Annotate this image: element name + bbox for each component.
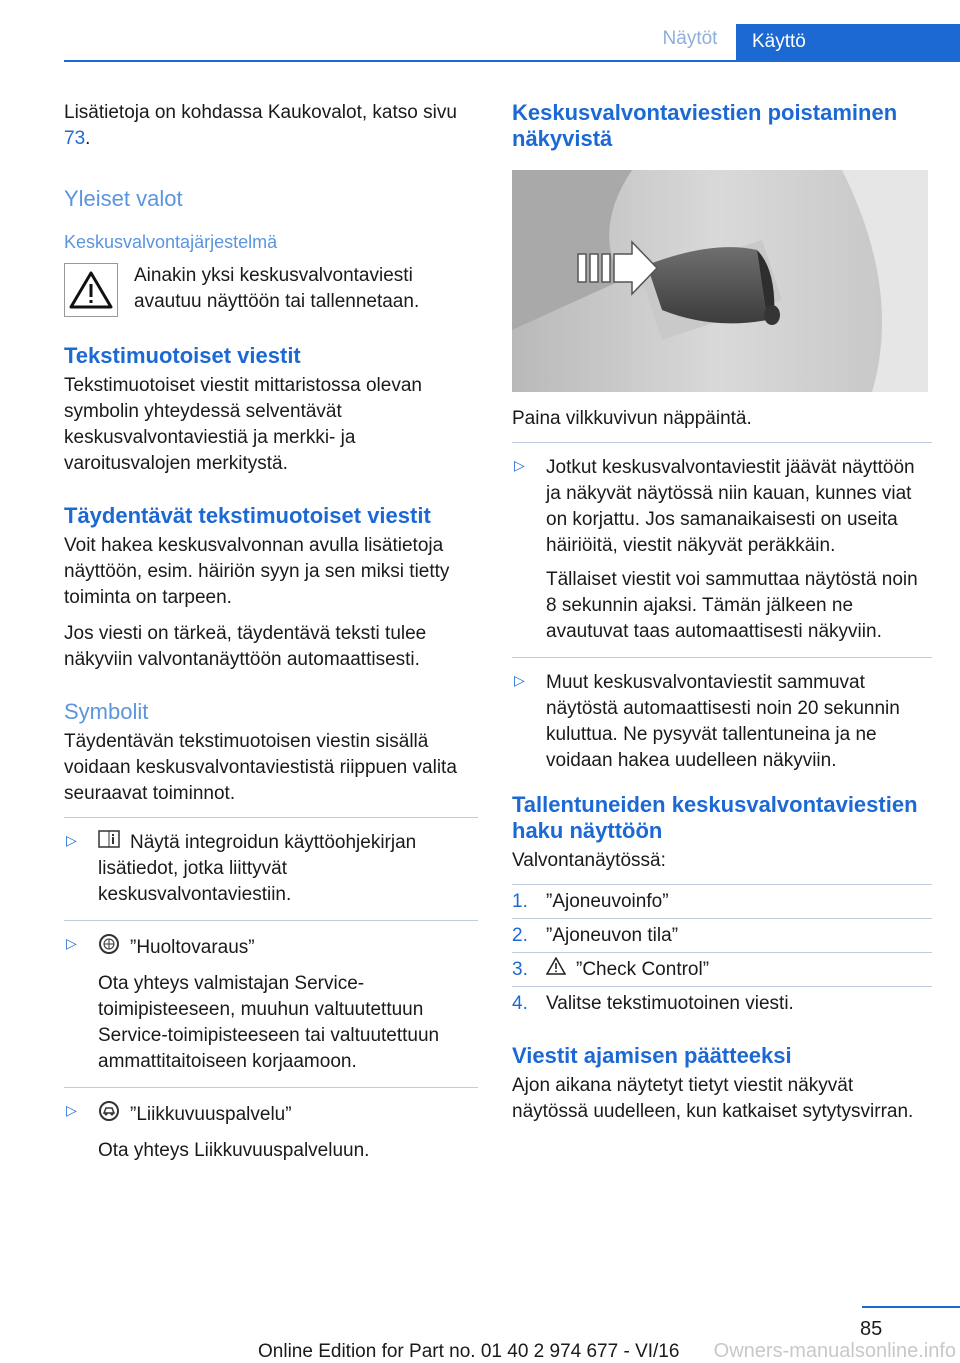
list-item: 1. ”Ajoneuvoinfo” xyxy=(512,884,932,915)
heading-check-control: Keskusvalvontajärjestelmä xyxy=(64,232,278,252)
tab-kaytto[interactable]: Käyttö xyxy=(736,24,960,60)
left-column xyxy=(64,100,478,1176)
footer-rule xyxy=(862,1306,960,1308)
edition-text: Online Edition for Part no. 01 40 2 974 677 - VI/16 xyxy=(258,1341,680,1362)
list-item: ▷ Näytä integroidun käyttöohjekirjan lisätiedot, jotka liittyvät keskusvalvontaviestiin. xyxy=(64,817,478,908)
heading-supplementary: Täydentävät tekstimuotoiset viestit xyxy=(64,503,431,528)
bullet-triangle-icon: ▷ xyxy=(66,1102,77,1119)
warning-triangle-icon xyxy=(64,263,118,317)
list-item: ▷ ”Liikkuvuuspalvelu” Ota yhteys Liikkuvuuspalveluun. xyxy=(64,1087,478,1164)
header-rule xyxy=(64,60,960,62)
heading-hide-messages: Keskusvalvontaviestien poistaminen näkyvistä xyxy=(512,100,898,151)
intro-paragraph: Lisätietoja on kohdassa Kaukovalot, katso sivu 73. xyxy=(64,102,457,149)
page-number: 85 xyxy=(860,1318,883,1340)
list-item: 4. Valitse tekstimuotoinen viesti. xyxy=(512,986,932,1017)
symbols-paragraph: Täydentävän tekstimuotoisen viestin sisällä voidaan keskusvalvontaviestistä riippuen valita seuraavat toiminnot. xyxy=(64,731,457,804)
heading-end-messages: Viestit ajamisen päätteeksi xyxy=(512,1043,792,1069)
list-item: 2. ”Ajoneuvon tila” xyxy=(512,918,932,949)
heading-saved-messages: Tallentuneiden keskusvalvontaviestien haku näyttöön xyxy=(512,792,918,843)
press-paragraph: Paina vilkkuvivun näppäintä. xyxy=(512,408,752,429)
list-item: 3. ”Check Control” xyxy=(512,952,932,983)
list-item: ▷ Jotkut keskusvalvontaviestit jäävät näyttöön ja näkyvät näytössä niin kauan, kunnes viat on korjattu. Jos samanaikaisesti on useita häiriöitä, viestit näkyvät peräkkäin. Tällaiset viestit voi sammuttaa näytöstä noin 8 sekunnin ajaksi. Tämän jälkeen ne avautuvat taas automaattisesti näkyviin. xyxy=(512,442,932,645)
warning-box xyxy=(64,263,478,317)
bmw-service-icon xyxy=(98,933,120,963)
warning-triangle-icon xyxy=(546,957,566,983)
bullet-triangle-icon: ▷ xyxy=(66,935,77,952)
supplementary-paragraph-1: Voit hakea keskusvalvonnan avulla lisätietoja näyttöön, esim. häiriön syyn ja sen miksi tietty toiminta on tarpeen. xyxy=(64,535,450,608)
steps-list xyxy=(512,884,932,1017)
saved-paragraph: Valvontanäytössä: xyxy=(512,850,666,871)
tab-naytot[interactable]: Näytöt xyxy=(662,28,718,49)
heading-symbols: Symbolit xyxy=(64,699,149,724)
heading-general-lights: Yleiset valot xyxy=(64,186,183,211)
list-item: ▷ ”Huoltovaraus” Ota yhteys valmistajan Service-toimipisteeseen, muuhun valtuutettuun Service-toimipisteeseen tai valtuutettuun ammattitaitoiseen korjaamoon. xyxy=(64,920,478,1075)
bullet-triangle-icon: ▷ xyxy=(514,457,525,473)
warning-text: Ainakin yksi keskusvalvontaviesti avautuu näyttöön tai tallennetaan. xyxy=(134,265,420,312)
symbols-list xyxy=(64,817,478,1164)
turn-signal-lever-image xyxy=(512,170,928,392)
hide-list xyxy=(512,442,932,774)
bullet-triangle-icon: ▷ xyxy=(66,832,77,848)
end-paragraph: Ajon aikana näytetyt tietyt viestit näkyvät näytössä uudelleen, kun katkaiset sytytysvirran. xyxy=(512,1075,914,1123)
mobility-service-icon xyxy=(98,1100,120,1130)
right-column xyxy=(512,100,932,1135)
manual-icon xyxy=(98,830,120,856)
list-item: ▷ Muut keskusvalvontaviestit sammuvat näytöstä automaattisesti noin 20 sekunnin kuluttua. Ne pysyvät tallentuneina ja ne voidaan hakea uudelleen näkyviin. xyxy=(512,657,932,774)
heading-text-messages: Tekstimuotoiset viestit xyxy=(64,343,301,368)
text-messages-paragraph: Tekstimuotoiset viestit mittaristossa olevan symbolin yhteydessä selventävät keskusvalvontaviestiä ja merkki- ja varoitusvalojen merkitystä. xyxy=(64,375,422,474)
page-link[interactable]: 73 xyxy=(64,128,86,149)
supplementary-paragraph-2: Jos viesti on tärkeä, täydentävä teksti tulee näkyviin valvontanäyttöön automaattisesti. xyxy=(64,623,427,670)
watermark: Owners-manualsonline.info xyxy=(713,1340,956,1362)
bullet-triangle-icon: ▷ xyxy=(514,672,525,688)
